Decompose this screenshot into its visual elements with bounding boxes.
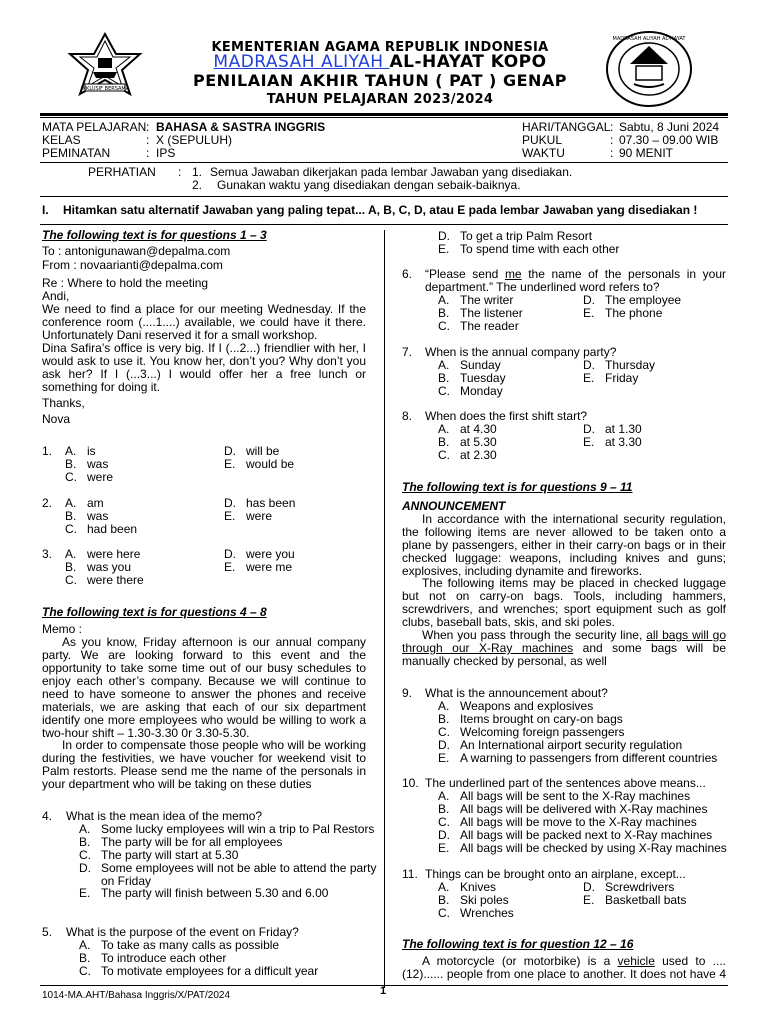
header-rule-thin: [40, 117, 728, 118]
question-number: 1.: [42, 444, 53, 458]
perhatian-label: PERHATIAN: [88, 165, 156, 179]
option-letter: B.: [438, 435, 450, 449]
perhatian-item-1: Semua Jawaban dikerjakan pada lembar Jawaban yang disediakan.: [210, 165, 573, 179]
option-letter: E.: [438, 242, 450, 256]
option-text: Some lucky employees will win a trip to Pal Restors: [101, 822, 375, 836]
option-text: Friday: [605, 371, 639, 385]
option-letter: A.: [438, 293, 450, 307]
question-text: When is the annual company party?: [425, 345, 617, 359]
option-text: Ski poles: [460, 893, 509, 907]
option-text: All bags will be delivered with X-Ray machines: [460, 802, 708, 816]
option-letter: C.: [438, 448, 450, 462]
question-number: 2.: [42, 496, 53, 510]
info-hari-value: Sabtu, 8 Juni 2024: [619, 120, 720, 134]
option-letter: D.: [438, 738, 450, 752]
option-text: Welcoming foreign passengers: [460, 725, 625, 739]
option-letter: A.: [65, 547, 77, 561]
option-text: All bags will be sent to the X-Ray machines: [460, 789, 691, 803]
option-text: Thursday: [605, 358, 656, 372]
question-number: 7.: [402, 345, 413, 359]
option-text: were: [87, 470, 114, 484]
section-heading-q12-16: The following text is for question 12 – 16: [402, 937, 634, 951]
option-letter: C.: [79, 964, 91, 978]
info-colon: :: [146, 133, 150, 147]
info-waktu-label: WAKTU: [522, 146, 565, 160]
perhatian-rule: [40, 196, 728, 197]
announcement-text: When you pass through the security line,: [422, 628, 647, 642]
question-number: 4.: [42, 809, 53, 823]
memo-label: Memo :: [42, 622, 83, 636]
option-text: All bags will be packed next to X-Ray machines: [460, 828, 713, 842]
announcement-paragraph-1: In accordance with the international security regulation, the following items are never allowed to be taken onto a plane by passengers, either in their carry-on bags or in their checked luggage: weapons, including knives and guns; explosives, including dynamite and fireworks.: [402, 512, 726, 578]
exam-title: PENILAIAN AKHIR TAHUN ( PAT ) GENAP: [193, 71, 567, 90]
question-text: What is the mean idea of the memo?: [66, 809, 263, 823]
perhatian-colon: :: [178, 165, 182, 179]
announcement-paragraph-2: The following items may be placed in checked luggage but not on carry-on bags. Tools, including hammers, screwdrivers, and wrenches; sport equipment such as golf clubs, baseball bats, skis, and ski poles.: [402, 576, 726, 629]
option-text: was you: [87, 560, 132, 574]
option-text: To take as many calls as possible: [101, 938, 280, 952]
option-letter: D.: [583, 880, 595, 894]
info-rule: [40, 162, 728, 163]
option-text: Screwdrivers: [605, 880, 675, 894]
option-text: were me: [246, 560, 293, 574]
option-text: were you: [246, 547, 295, 561]
option-text: at 1.30: [605, 422, 642, 436]
option-letter: C.: [438, 725, 450, 739]
section-heading-q9-11: The following text is for questions 9 – 11: [402, 480, 633, 494]
option-text: All bags will be move to the X-Ray machines: [460, 815, 697, 829]
option-text: Knives: [460, 880, 497, 894]
question-number: 3.: [42, 547, 53, 561]
option-text: The phone: [605, 306, 663, 320]
info-waktu-value: 90 MENIT: [619, 146, 674, 160]
option-letter: B.: [438, 371, 450, 385]
motorcycle-text: used to ....: [654, 954, 726, 968]
option-letter: E.: [438, 751, 450, 765]
option-letter: A.: [438, 358, 450, 372]
section-heading-q4-8: The following text is for questions 4 – 8: [42, 605, 267, 619]
svg-text:INKLUSIF BERSAMA: INKLUSIF BERSAMA: [80, 86, 130, 92]
option-letter: A.: [438, 880, 450, 894]
option-text: The reader: [460, 319, 519, 333]
school-name-rest: AL-HAYAT KOPO: [389, 52, 547, 72]
info-kelas-value: X (SEPULUH): [156, 133, 233, 147]
ministry-logo: [60, 32, 150, 102]
question-text-part: “Please send: [425, 267, 505, 281]
option-text: is: [87, 444, 96, 458]
memo-paragraph-1: As you know, Friday afternoon is our annual company party. We are looking forward to this event and the opportunity to take some time out of our busy schedules to enjoy each other’s company. Because we will continue to need to have someone to answer the phones and receive materials, we are asking that each of our six department identify one more employees who would be willing to work a two-hour shift – 1.30-3.30 0r 3.30-5.30.: [42, 635, 366, 740]
option-letter: A.: [438, 789, 450, 803]
email-closing: Thanks,: [42, 396, 85, 410]
option-letter: A.: [79, 938, 91, 952]
info-kelas-label: KELAS: [42, 133, 81, 147]
ministry-title: KEMENTERIAN AGAMA REPUBLIK INDONESIA: [211, 40, 549, 55]
option-text: The listener: [460, 306, 523, 320]
option-text: To get a trip Palm Resort: [460, 229, 593, 243]
option-text: Wrenches: [460, 906, 514, 920]
option-letter: B.: [438, 802, 450, 816]
email-paragraph-2: Dina Safira’s office is very big. If I (...2...) friendlier with her, I would ask to use it. You know her, don’t you? Why don’t you ask her? If I (...3...) I would offer her a free lunch or something for doing it.: [42, 341, 366, 394]
instruction-number: I.: [42, 203, 49, 217]
option-text: All bags will be checked by using X-Ray machines: [460, 841, 727, 855]
option-letter: C.: [65, 470, 77, 484]
option-text: To spend time with each other: [460, 242, 620, 256]
email-from: From : novaarianti@depalma.com: [42, 258, 223, 272]
option-text: were: [246, 509, 273, 523]
instruction-text: Hitamkan satu alternatif Jawaban yang paling tepat... A, B, C, D, atau E pada lembar Jawaban yang disediakan !: [63, 203, 698, 217]
option-letter: D.: [583, 358, 595, 372]
perhatian-item-2: Gunakan waktu yang disediakan dengan sebaik-baiknya.: [217, 178, 521, 192]
option-letter: E.: [583, 306, 595, 320]
option-text: at 5.30: [460, 435, 497, 449]
question-text: When does the first shift start?: [425, 409, 588, 423]
question-text: What is the purpose of the event on Friday?: [66, 925, 299, 939]
option-text: An International airport security regulation: [460, 738, 683, 752]
email-subject: Re : Where to hold the meeting: [42, 276, 209, 290]
option-text: at 2.30: [460, 448, 497, 462]
option-text: at 4.30: [460, 422, 497, 436]
option-letter: D.: [438, 229, 450, 243]
question-text: The underlined part of the sentences above means...: [425, 776, 706, 790]
option-text: were here: [87, 547, 141, 561]
option-letter: E.: [583, 893, 595, 907]
underlined-phrase: all bags will go through our X-Ray machines: [402, 628, 726, 655]
option-letter: C.: [438, 906, 450, 920]
option-letter: B.: [438, 893, 450, 907]
question-number: 8.: [402, 409, 413, 423]
question-number: 9.: [402, 686, 413, 700]
option-text: To motivate employees for a difficult year: [101, 964, 319, 978]
option-text: am: [87, 496, 104, 510]
column-divider: [384, 230, 385, 988]
question-text: Things can be brought onto an airplane, except...: [425, 867, 686, 881]
option-text: Weapons and explosives: [460, 699, 594, 713]
option-letter: E.: [583, 435, 595, 449]
email-signature: Nova: [42, 412, 71, 426]
info-pukul-label: PUKUL: [522, 133, 563, 147]
option-letter: B.: [79, 951, 91, 965]
announcement-paragraph-3: [402, 629, 726, 668]
memo-paragraph-2: In order to compensate those people who will be working during the festivities, we have voucher for weekend visit to Palm restorts. Please send me the name of the personals in your department who will be taking on these duties: [42, 738, 366, 791]
question-number: 10.: [402, 776, 419, 790]
option-text: Some employees will not be able to attend the party: [101, 861, 377, 875]
option-letter: B.: [438, 712, 450, 726]
option-text: To introduce each other: [101, 951, 227, 965]
info-colon: :: [146, 120, 150, 134]
question-number: 5.: [42, 925, 53, 939]
option-letter: A.: [65, 496, 77, 510]
option-letter: E.: [438, 841, 450, 855]
option-letter: A.: [65, 444, 77, 458]
question-number: 6.: [402, 267, 413, 281]
option-letter: C.: [438, 319, 450, 333]
perhatian-num-1: 1.: [192, 165, 203, 179]
perhatian-num-2: 2.: [192, 178, 203, 192]
madrasah-logo: [604, 30, 694, 108]
option-text: at 3.30: [605, 435, 642, 449]
info-colon: :: [610, 146, 614, 160]
option-letter: D.: [224, 444, 236, 458]
option-text: A warning to passengers from different countries: [460, 751, 718, 765]
option-text: was: [87, 457, 109, 471]
option-letter: E.: [224, 560, 236, 574]
option-letter: C.: [438, 384, 450, 398]
option-letter: C.: [79, 848, 91, 862]
option-text: The employee: [605, 293, 682, 307]
option-text: will be: [246, 444, 280, 458]
option-text: had been: [87, 522, 138, 536]
option-letter: B.: [79, 835, 91, 849]
option-letter: E.: [224, 509, 236, 523]
academic-year: TAHUN PELAJARAN 2023/2024: [266, 92, 494, 107]
underlined-word: me: [504, 267, 522, 281]
option-text: The party will finish between 5.30 and 6.00: [101, 886, 329, 900]
email-to: To : antonigunawan@depalma.com: [42, 244, 231, 258]
option-letter: B.: [65, 509, 77, 523]
option-letter: A.: [438, 699, 450, 713]
option-text: Items brought on cary-on bags: [460, 712, 623, 726]
page-number: 1: [380, 985, 387, 997]
option-text: were there: [87, 573, 144, 587]
option-text: Tuesday: [460, 371, 506, 385]
option-letter: D.: [224, 547, 236, 561]
option-letter: C.: [438, 815, 450, 829]
question-text-continued: department.” The underlined word refers to?: [425, 280, 660, 294]
info-mapel-label: MATA PELAJARAN: [42, 120, 147, 134]
svg-text:MADRASAH ALIYAH AL-HAYAT: MADRASAH ALIYAH AL-HAYAT: [612, 36, 686, 42]
option-text: The party will be for all employees: [101, 835, 283, 849]
option-letter: C.: [65, 573, 77, 587]
instruction-rule: [40, 224, 728, 225]
question-text-part: the name of the personals in your: [521, 267, 726, 281]
underlined-word: vehicle: [617, 954, 655, 968]
school-name: [190, 52, 570, 72]
option-letter: E.: [79, 886, 91, 900]
option-text: The party will start at 5.30: [101, 848, 239, 862]
option-letter: D.: [438, 828, 450, 842]
option-letter: A.: [438, 422, 450, 436]
option-text-continued: on Friday: [101, 874, 152, 888]
info-mapel-value: BAHASA & SASTRA INGGRIS: [156, 120, 326, 134]
announcement-text: and some bags will be manually checked by personal, as well: [402, 641, 726, 668]
info-pukul-value: 07.30 – 09.00 WIB: [619, 133, 719, 147]
option-letter: C.: [65, 522, 77, 536]
announcement-title: ANNOUNCEMENT: [402, 499, 506, 513]
option-text: has been: [246, 496, 296, 510]
option-text: was: [87, 509, 109, 523]
option-text: would be: [246, 457, 295, 471]
question-text: What is the announcement about?: [425, 686, 608, 700]
option-letter: D.: [583, 293, 595, 307]
school-name-link[interactable]: MADRASAH ALIYAH: [213, 52, 390, 72]
option-text: Basketball bats: [605, 893, 687, 907]
option-letter: D.: [583, 422, 595, 436]
info-hari-label: HARI/TANGGAL: [522, 120, 611, 134]
option-letter: B.: [65, 457, 77, 471]
email-paragraph-1: We need to find a place for our meeting Wednesday. If the conference room (....1....) available, we could have it there. Unfortunately Dani reserved it for a small workshop.: [42, 302, 366, 342]
motorcycle-text: A motorcycle (or motorbike) is a: [422, 954, 618, 968]
section-heading-q1-3: The following text is for questions 1 – 3: [42, 228, 267, 242]
option-letter: B.: [438, 306, 450, 320]
option-text: Sunday: [460, 358, 501, 372]
info-peminatan-label: PEMINATAN: [42, 146, 111, 160]
option-letter: E.: [583, 371, 595, 385]
option-letter: B.: [65, 560, 77, 574]
option-text: Monday: [460, 384, 503, 398]
info-peminatan-value: IPS: [156, 146, 176, 160]
footer-code: 1014-MA.AHT/Bahasa Inggris/X/PAT/2024: [42, 990, 231, 1001]
info-colon: :: [146, 146, 150, 160]
question-number: 11.: [402, 867, 418, 881]
info-colon: :: [610, 133, 614, 147]
info-colon: :: [610, 120, 614, 134]
motorcycle-text-line-2: (12)...... people from one place to another. It does not have 4: [402, 967, 726, 981]
option-letter: D.: [79, 861, 91, 875]
option-letter: E.: [224, 457, 236, 471]
header-rule-thick: [40, 113, 728, 116]
option-letter: A.: [79, 822, 91, 836]
option-text: The writer: [460, 293, 514, 307]
email-greeting: Andi,: [42, 289, 70, 303]
option-letter: D.: [224, 496, 236, 510]
